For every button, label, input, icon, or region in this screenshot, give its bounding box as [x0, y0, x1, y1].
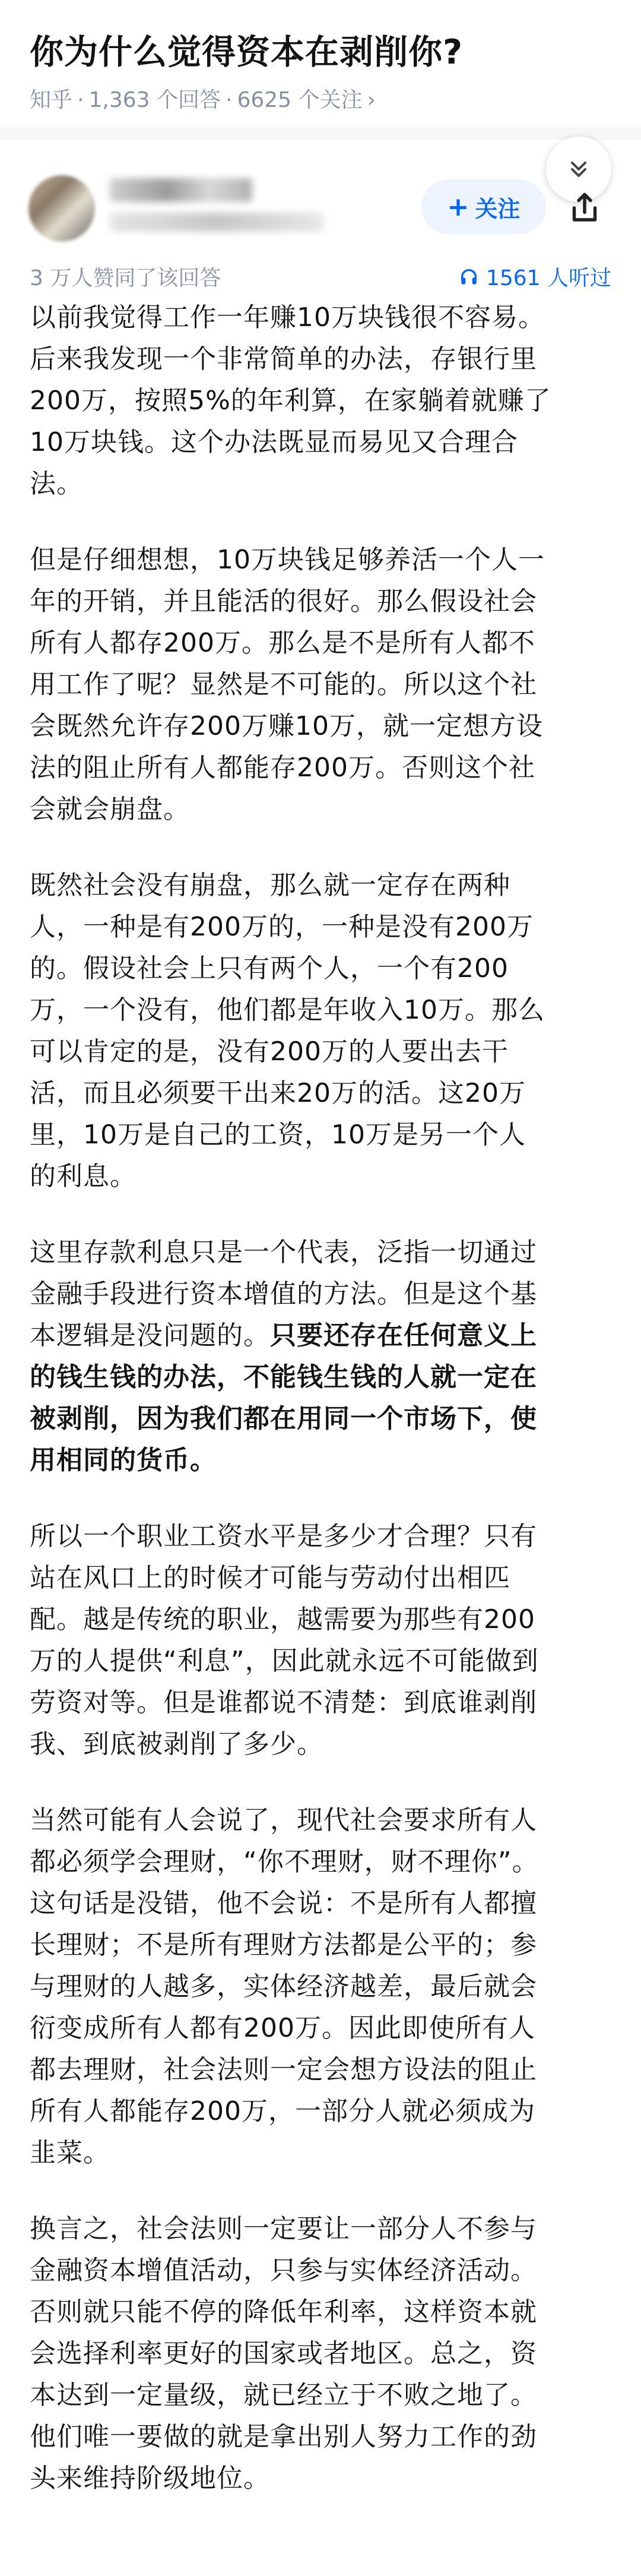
paragraph-line: 200万，按照5%的年利算，在家躺着就赚了	[30, 385, 551, 416]
answer-paragraph	[30, 1232, 611, 1481]
paragraph-line: 都去理财，社会法则一定会想方设法的阻止	[30, 2055, 537, 2085]
question-header	[0, 0, 641, 119]
paragraph-line: 但是仔细想想，10万块钱足够养活一个人一	[30, 545, 545, 575]
paragraph-line: 万的人提供“利息”，因此就永远不可能做到	[30, 1646, 539, 1676]
answers-count: 1,363 个回答	[88, 88, 221, 112]
author-name-blurred[interactable]	[110, 178, 252, 202]
paragraph-line: 金融手段进行资本增值的方法。但是这个基	[30, 1279, 537, 1309]
text-bold: 只要还存在任何意义上	[270, 1320, 537, 1351]
paragraph-line: 里，10万是自己的工资，10万是另一个人	[30, 1120, 526, 1150]
paragraph-line: 劳资对等。但是谁都说不清楚：到底谁剥削	[30, 1687, 537, 1718]
answer-paragraph	[30, 1800, 611, 2174]
upvote-summary[interactable]: 3 万人赞同了该回答	[30, 266, 221, 290]
paragraph-line: 的利息。	[30, 1161, 137, 1191]
paragraph-line: 配。越是传统的职业，越需要为那些有200	[30, 1604, 535, 1635]
source-label: 知乎	[30, 88, 73, 112]
paragraph-line: 站在风口上的时候才可能与劳动付出相匹	[30, 1563, 510, 1593]
text-bold: 用相同的货币。	[30, 1445, 217, 1475]
paragraph-line: 换言之，社会法则一定要让一部分人不参与	[30, 2214, 537, 2244]
paragraph-line: 活，而且必须要干出来20万的活。这20万	[30, 1078, 526, 1108]
answer-paragraph	[30, 539, 611, 830]
paragraph-line: 法的阻止所有人都能存200万。否则这个社	[30, 753, 535, 783]
paragraph-line: 后来我发现一个非常简单的办法，存银行里	[30, 344, 537, 374]
text-bold: 的钱生钱的办法，不能钱生钱的人就一定在	[30, 1362, 537, 1392]
paragraph-line: 当然可能有人会说了，现代社会要求所有人	[30, 1805, 537, 1835]
paragraph-line: 所有人都能存200万，一部分人就必须成为	[30, 2096, 535, 2126]
listen-count-label: 1561 人听过	[485, 266, 611, 290]
follow-button[interactable]	[421, 179, 546, 234]
question-title[interactable]: 你为什么觉得资本在剥削你?	[30, 33, 464, 72]
headphone-icon	[459, 267, 479, 287]
paragraph-line: 所以一个职业工资水平是多少才合理？只有	[30, 1521, 537, 1551]
paragraph-line	[30, 1315, 611, 1357]
paragraph-line: 会既然允许存200万赚10万，就一定想方设	[30, 711, 543, 741]
text-bold: 被剥削，因为我们都在用同一个市场下，使	[30, 1404, 537, 1434]
paragraph-line	[30, 1440, 611, 1481]
paragraph-line: 我、到底被剥削了多少。	[30, 1729, 323, 1759]
paragraph-line: 本达到一定量级，就已经立于不败之地了。	[30, 2380, 537, 2410]
paragraph-line: 所有人都存200万。那么是不是所有人都不	[30, 628, 535, 658]
text-normal: 本逻辑是没问题的。	[30, 1320, 270, 1351]
section-divider	[0, 128, 641, 140]
paragraph-line: 会选择利率更好的国家或者地区。总之，资	[30, 2338, 537, 2369]
share-icon[interactable]	[567, 190, 602, 226]
author-bio-blurred	[110, 213, 323, 232]
answer-paragraph	[30, 2208, 611, 2499]
answer-content	[30, 297, 611, 2534]
paragraph-line: 既然社会没有崩盘，那么就一定存在两种	[30, 870, 510, 900]
avatar[interactable]	[28, 175, 95, 242]
answer-paragraph	[30, 865, 611, 1197]
paragraph-line: 可以肯定的是，没有200万的人要出去干	[30, 1036, 509, 1067]
answer-meta	[30, 261, 611, 291]
paragraph-line: 年的开销，并且能活的很好。那么假设社会	[30, 586, 537, 617]
paragraph-line: 与理财的人越多，实体经济越差，最后就会	[30, 1971, 537, 2002]
answer-paragraph	[30, 297, 611, 505]
followers-count: 6625 个关注	[237, 88, 363, 112]
answer-paragraph	[30, 1516, 611, 1765]
paragraph-line: 10万块钱。这个办法既显而易见又合理合	[30, 427, 518, 457]
follow-label: 关注	[475, 195, 521, 222]
double-chevron-down-icon	[566, 156, 592, 182]
paragraph-line: 衍变成所有人都有200万。因此即使所有人	[30, 2013, 535, 2043]
paragraph-line: 以前我觉得工作一年赚10万块钱很不容易。	[30, 302, 545, 333]
paragraph-line: 否则就只能不停的降低年利率，这样资本就	[30, 2297, 537, 2327]
paragraph-line: 这句话是没错，他不会说：不是所有人都擅	[30, 1888, 537, 1918]
paragraph-line: 的。假设社会上只有两个人，一个有200	[30, 953, 509, 984]
plus-icon: +	[447, 191, 469, 222]
paragraph-line: 他们唯一要做的就是拿出别人努力工作的劲	[30, 2422, 537, 2452]
paragraph-line: 这里存款利息只是一个代表，泛指一切通过	[30, 1237, 537, 1268]
meta-separator: ·	[77, 88, 84, 112]
paragraph-line	[30, 1357, 611, 1398]
paragraph-line: 金融资本增值活动，只参与实体经济活动。	[30, 2255, 537, 2286]
listen-count[interactable]	[459, 261, 611, 292]
paragraph-line: 会就会崩盘。	[30, 794, 190, 824]
chevron-right-icon: ›	[367, 88, 376, 112]
paragraph-line: 法。	[30, 469, 83, 499]
paragraph-line: 都必须学会理财，“你不理财，财不理你”。	[30, 1847, 539, 1877]
paragraph-line	[30, 1398, 611, 1440]
paragraph-line: 人，一种是有200万的，一种是没有200万	[30, 912, 534, 942]
meta-separator: ·	[225, 88, 233, 112]
question-meta[interactable]	[30, 83, 376, 113]
paragraph-line: 长理财；不是所有理财方法都是公平的；参	[30, 1930, 537, 1960]
paragraph-line: 万，一个没有，他们都是年收入10万。那么	[30, 995, 545, 1025]
paragraph-line: 头来维持阶级地位。	[30, 2463, 270, 2493]
paragraph-line: 韭菜。	[30, 2138, 110, 2168]
paragraph-line: 用工作了呢？显然是不可能的。所以这个社	[30, 669, 537, 700]
